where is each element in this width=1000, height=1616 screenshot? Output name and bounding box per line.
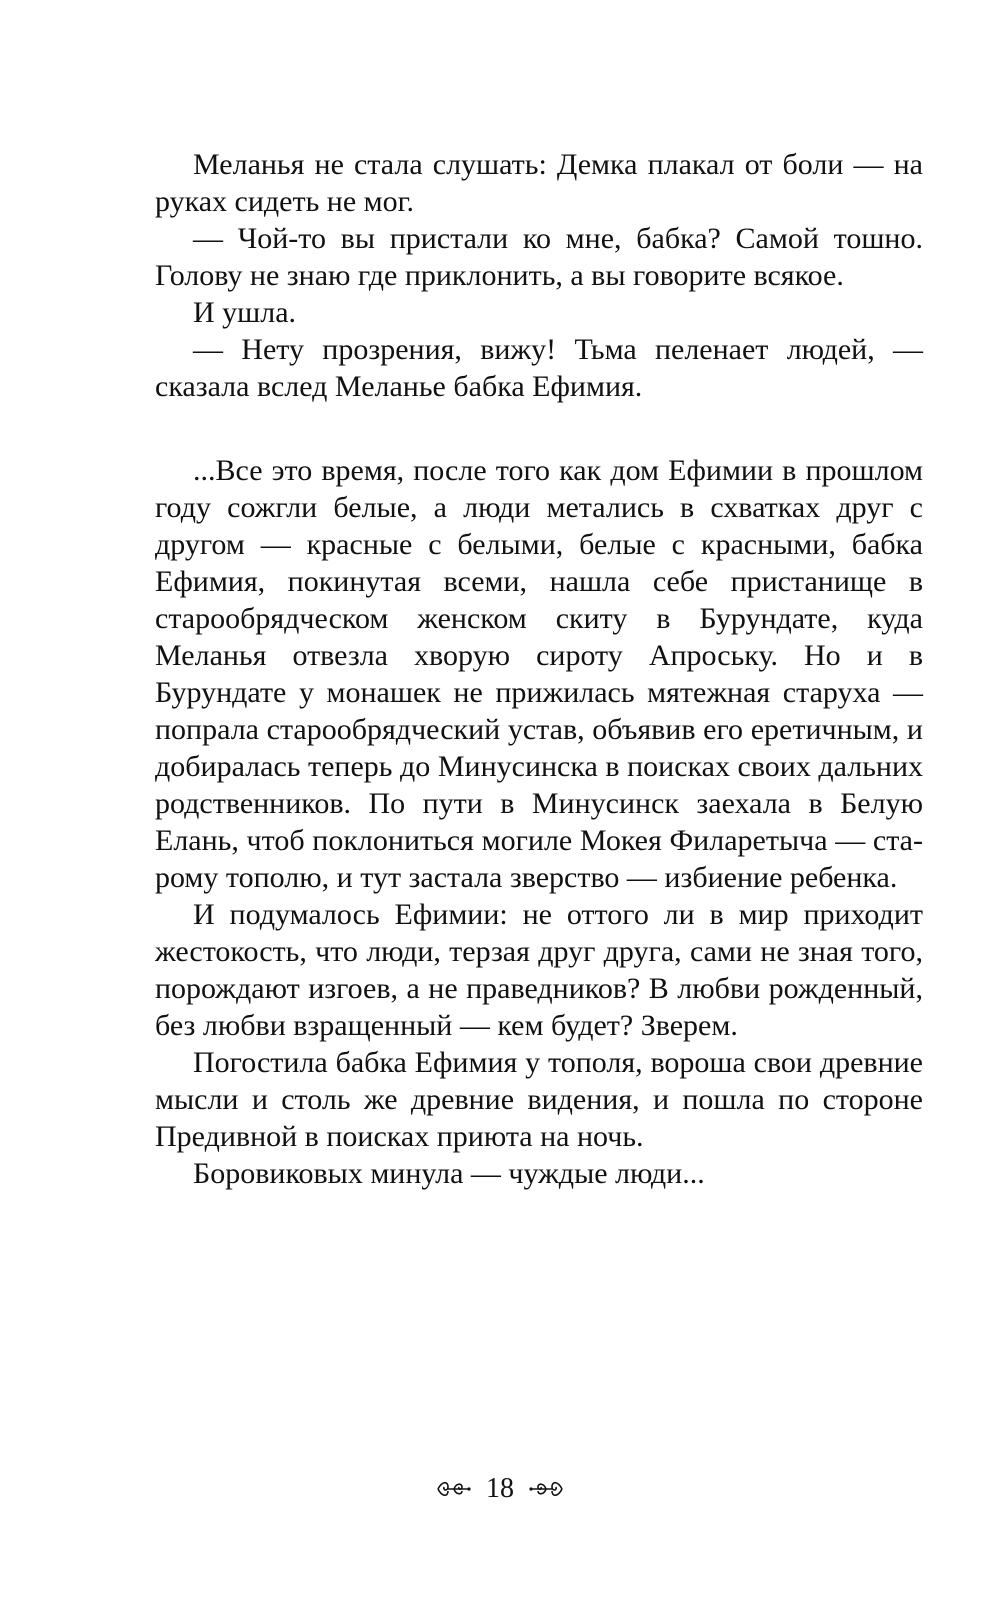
flourish-left-icon	[436, 1479, 472, 1499]
page-number: 18	[486, 1473, 514, 1504]
paragraph: Погостила бабка Ефимия у тополя, вороша свои древние мысли и столь же древние видения, и пошла по стороне Предивной в поисках приюта на ночь.	[155, 1046, 923, 1153]
paragraph: — Нету прозрения, вижу! Тьма пеленает людей, — сказала вслед Меланье бабка Ефимия.	[155, 333, 923, 403]
page-footer	[0, 1473, 1000, 1505]
paragraph: — Чой-то вы пристали ко мне, бабка? Самой тошно. Голову не знаю где приклонить, а вы говорите всякое.	[155, 222, 923, 292]
paragraph: И подумалось Ефимии: не оттого ли в мир приходит жестокость, что люди, терзая друг друга, сами не зная того, порождают изгоев, а не праведников? В любви рожденный, без любви взращенный — кем будет? Зверем.	[155, 898, 923, 1042]
paragraph: Боровиковых минула — чуждые люди...	[193, 1157, 705, 1190]
text-section-2	[155, 452, 923, 1192]
flourish-right-icon	[528, 1479, 564, 1499]
paragraph: И ушла.	[193, 296, 297, 329]
paragraph: Меланья не стала слушать: Демка плакал от боли — на руках сидеть не мог.	[155, 148, 923, 218]
text-section-1	[155, 146, 923, 405]
paragraph: ...Все это время, после того как дом Ефимии в прошлом году сожгли белые, а люди метались в схватках друг с другом — красные с белыми, белые с красными, бабка Ефимия, покинутая всеми, нашла себе пристанище в старообрядческом женском скиту в Бурундате, куда Меланья отвезла хворую сироту Апроську. Но и в Бурундате у монашек не прижилась мятежная старуха — попрала старообрядческий устав, объявив его еретичным, и добиралась теперь до Минусинска в поисках своих дальних родственников. По пути в Минусинск заехала в Белую Елань, чтоб поклониться могиле Мокея Филаретыча — старому тополю, и тут застала зверство — избиение ребенка.	[155, 454, 923, 894]
